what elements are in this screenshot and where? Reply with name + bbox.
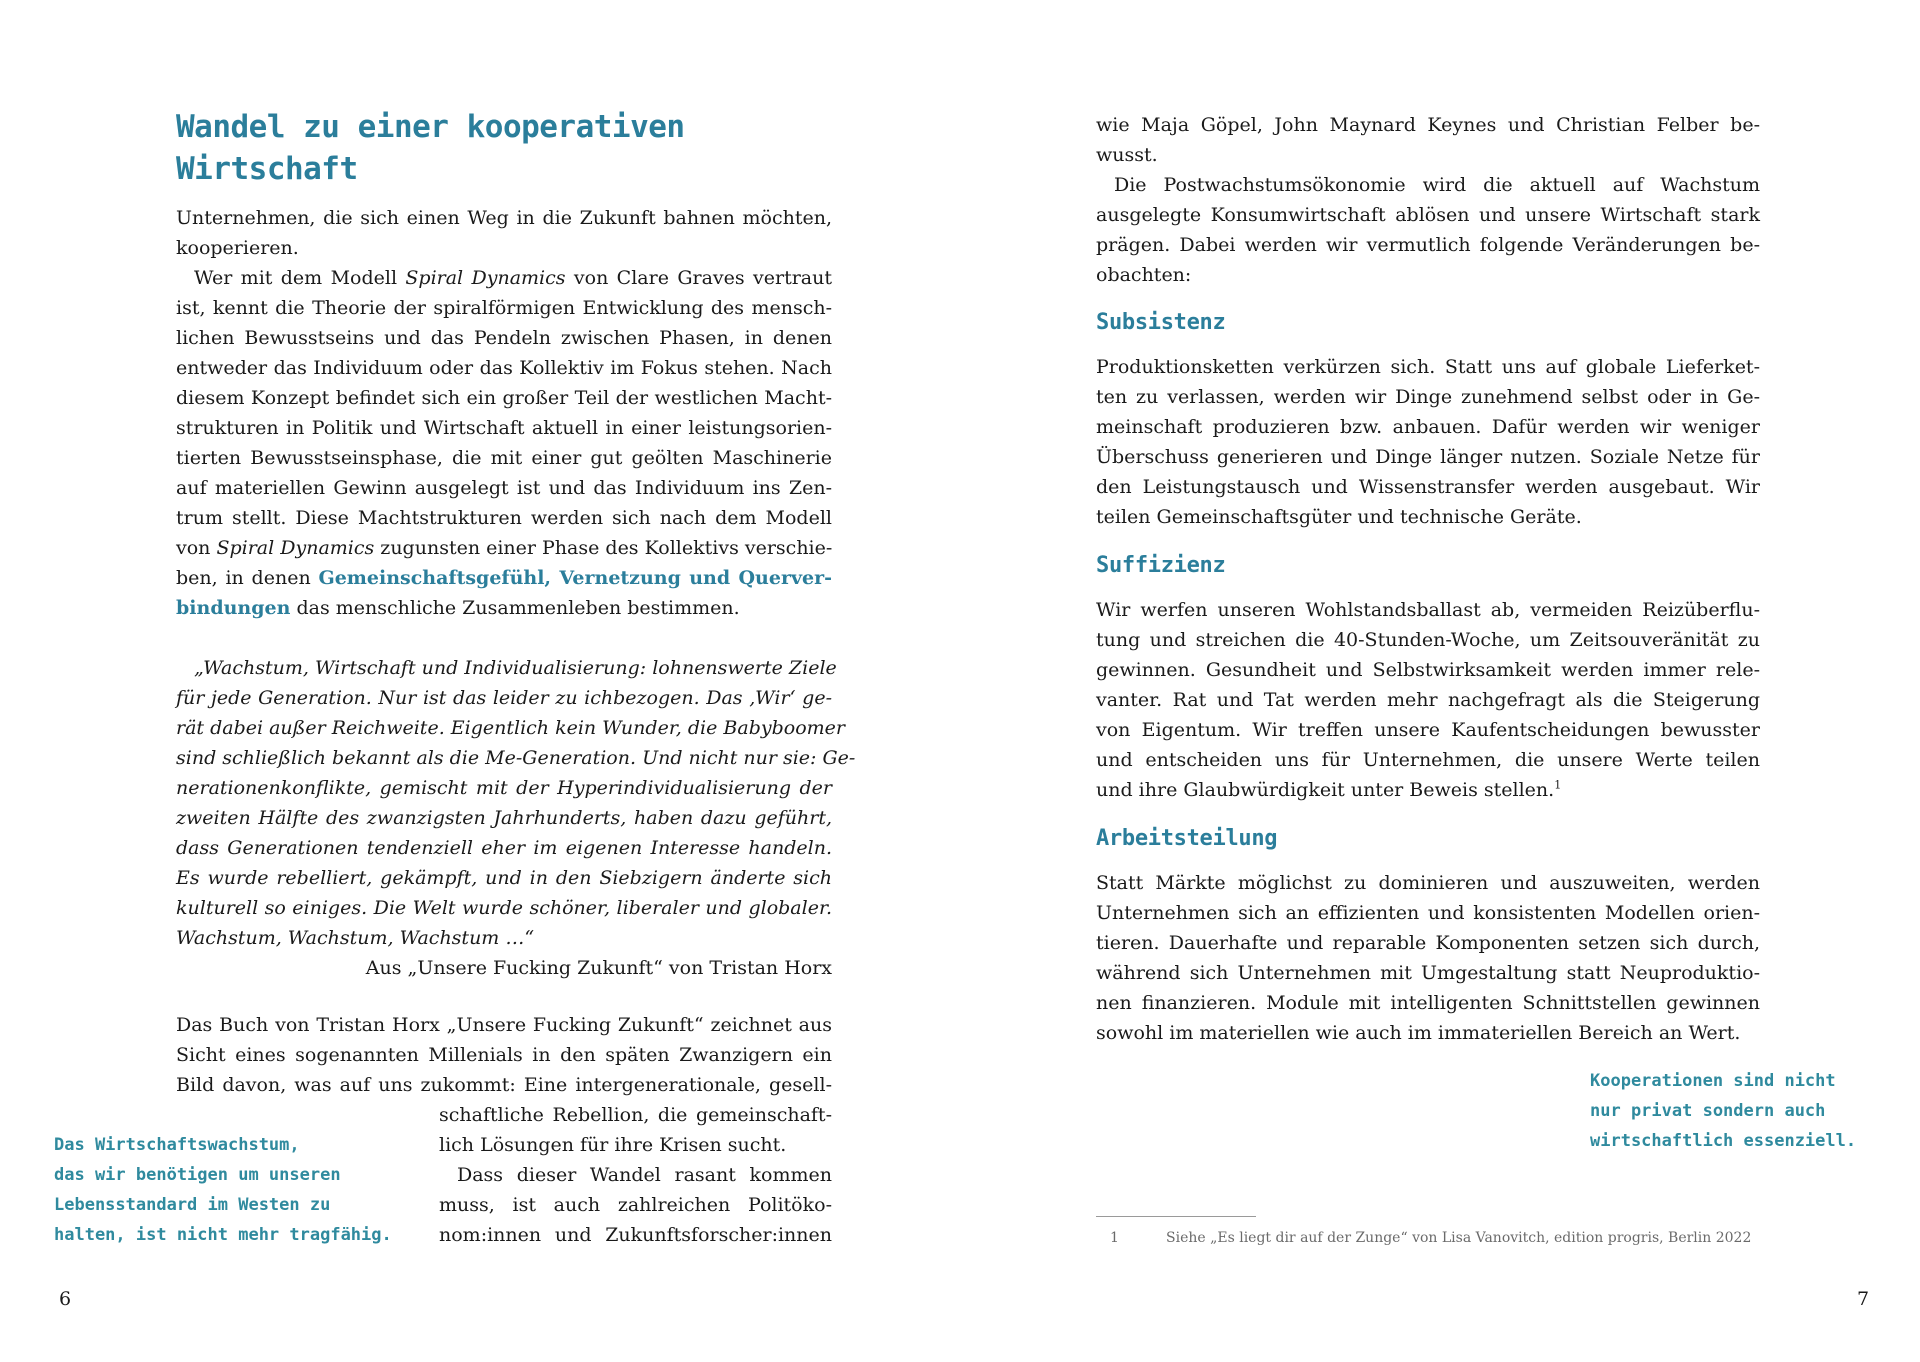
pull-quote-line: Kooperationen sind nicht <box>1590 1071 1836 1091</box>
quote-line: nerationenkonflikte, gemischt mit der Hyperindividualisierung der <box>176 777 832 799</box>
book-title-emphasis: Spiral Dynamics <box>216 537 375 559</box>
body-line: Unternehmen, die sich einen Weg in die Zukunft bahnen möchten, <box>176 207 832 229</box>
footnote-text: Siehe „Es liegt dir auf der Zunge“ von Lisa Vanovitch, edition progris, Berlin 2022 <box>1166 1230 1752 1246</box>
body-line: prägen. Dabei werden wir vermutlich folgende Veränderungen be- <box>1096 234 1760 256</box>
body-line: Produktionsketten verkürzen sich. Statt uns auf globale Lieferket- <box>1096 356 1760 378</box>
chapter-title-line: Wandel zu einer kooperativen <box>176 109 685 145</box>
quote-line: sind schließlich bekannt als die Me-Generation. Und nicht nur sie: Ge- <box>176 747 856 769</box>
body-line <box>1096 775 1760 805</box>
body-line: Unternehmen sich an effizienten und konsistenten Modellen orien- <box>1096 902 1760 924</box>
footnote-number: 1 <box>1110 1230 1119 1246</box>
body-line: wie Maja Göpel, John Maynard Keynes und Christian Felber be- <box>1096 114 1760 136</box>
pull-quote-line: Das Wirtschaftswachstum, <box>54 1135 300 1155</box>
pull-quote-line: nur privat sondern auch <box>1590 1101 1826 1121</box>
body-line: Sicht eines sogenannten Millenials in den späten Zwanzigern ein <box>176 1044 832 1066</box>
page-number-right: 7 <box>1857 1288 1870 1310</box>
body-line: von Eigentum. Wir treffen unsere Kaufentscheidungen bewusster <box>1096 719 1760 741</box>
text-run: das menschliche Zusammenleben bestimmen. <box>290 597 740 619</box>
body-line: während sich Unternehmen mit Umgestaltung statt Neuproduktio- <box>1096 962 1760 984</box>
section-heading-subsistenz: Subsistenz <box>1096 310 1226 335</box>
body-line: meinschaft produzieren bzw. anbauen. Dafür werden wir weniger <box>1096 416 1760 438</box>
quote-source: Aus „Unsere Fucking Zukunft“ von Tristan Horx <box>365 957 832 979</box>
footnote-divider <box>1096 1216 1256 1217</box>
text-run: von <box>176 537 217 559</box>
body-line <box>176 563 832 593</box>
body-line: und entscheiden uns für Unternehmen, die unsere Werte teilen <box>1096 749 1760 771</box>
body-line <box>176 533 832 563</box>
quote-line: kulturell so einiges. Die Welt wurde schöner, liberaler und globaler. <box>176 897 832 919</box>
section-body-suffizienz <box>1096 595 1760 805</box>
body-line: lichen Bewusstseins und das Pendeln zwischen Phasen, in denen <box>176 327 832 349</box>
body-line: nom:innen und Zukunftsforscher:innen <box>439 1224 832 1246</box>
quote-line: für jede Generation. Nur ist das leider zu ichbezogen. Das ‚Wir‘ ge- <box>176 687 832 709</box>
section-heading-suffizienz: Suffizienz <box>1096 553 1226 578</box>
pull-quote-line: wirtschaftlich essenziell. <box>1590 1131 1857 1151</box>
section-body-arbeitsteilung <box>1096 868 1760 1048</box>
footnote-reference[interactable]: 1 <box>1554 778 1562 792</box>
pull-quote-line: halten, ist nicht mehr tragfähig. <box>54 1225 392 1245</box>
body-line: ist, kennt die Theorie der spiralförmigen Entwicklung des mensch- <box>176 297 832 319</box>
body-line: vanter. Rat und Tat werden mehr nachgefragt als die Steigerung <box>1096 689 1760 711</box>
right-body-intro <box>1096 110 1760 290</box>
section-body-subsistenz <box>1096 352 1760 532</box>
body-line <box>176 593 832 623</box>
chapter-title-line: Wirtschaft <box>176 151 358 187</box>
pull-quote-right <box>1590 1066 1856 1156</box>
section-heading-arbeitsteilung: Arbeitsteilung <box>1096 826 1278 851</box>
body-line: gewinnen. Gesundheit und Selbstwirksamkeit werden immer rele- <box>1096 659 1760 681</box>
pull-quote-left <box>54 1130 392 1250</box>
book-title-emphasis: Spiral Dynamics <box>405 267 566 289</box>
body-line: tieren. Dauerhafte und reparable Komponenten setzen sich durch, <box>1096 932 1760 954</box>
quote-line: „Wachstum, Wirtschaft und Individualisierung: lohnenswerte Ziele <box>194 657 837 679</box>
left-body-column <box>176 203 832 623</box>
body-line: kooperieren. <box>176 237 299 259</box>
quote-line: rät dabei außer Reichweite. Eigentlich kein Wunder, die Babyboomer <box>176 717 845 739</box>
chapter-title <box>176 106 685 190</box>
text-run: ben, in denen <box>176 567 319 589</box>
body-line: trum stellt. Diese Machtstrukturen werden sich nach dem Modell <box>176 507 832 529</box>
body-line: tierten Bewusstseinsphase, die mit einer gut geölten Maschinerie <box>176 447 832 469</box>
body-line: diesem Konzept befindet sich ein großer Teil der westlichen Macht- <box>176 387 832 409</box>
text-run: von Clare Graves vertraut <box>565 267 832 289</box>
body-line: ausgelegte Konsumwirtschaft ablösen und unsere Wirtschaft stark <box>1096 204 1760 226</box>
quote-line: Wachstum, Wachstum, Wachstum …“ <box>176 927 535 949</box>
body-line: Wir werfen unseren Wohlstandsballast ab, vermeiden Reizüberflu- <box>1096 599 1760 621</box>
text-run: zugunsten einer Phase des Kollektivs verschie- <box>374 537 833 559</box>
block-quote <box>176 653 856 983</box>
page-number-left: 6 <box>59 1288 72 1310</box>
body-line: muss, ist auch zahlreichen Politöko- <box>439 1194 832 1216</box>
highlighted-text: bindungen <box>176 597 291 619</box>
body-line <box>176 263 832 293</box>
body-line: entweder das Individuum oder das Kollektiv im Fokus stehen. Nach <box>176 357 832 379</box>
highlighted-text: Gemeinschaftsgefühl, Vernetzung und Querver- <box>318 567 832 589</box>
body-line: nen finanzieren. Module mit intelligenten Schnittstellen gewinnen <box>1096 992 1760 1014</box>
quote-line: dass Generationen tendenziell eher im eigenen Interesse handeln. <box>176 837 832 859</box>
text-run: und ihre Glaubwürdigkeit unter Beweis stellen. <box>1096 779 1555 801</box>
body-line: tung und streichen die 40-Stunden-Woche, um Zeitsouveränität zu <box>1096 629 1760 651</box>
narrow-body-column <box>439 1100 832 1250</box>
body-line: Das Buch von Tristan Horx „Unsere Fucking Zukunft“ zeichnet aus <box>176 1014 832 1036</box>
body-line: lich Lösungen für ihre Krisen sucht. <box>439 1134 787 1156</box>
body-line: Bild davon, was auf uns zukommt: Eine intergenerationale, gesell- <box>176 1074 832 1096</box>
body-line: obachten: <box>1096 264 1192 286</box>
body-line: teilen Gemeinschaftsgüter und technische Geräte. <box>1096 506 1582 528</box>
body-line: Dass dieser Wandel rasant kommen <box>457 1164 832 1186</box>
body-line: strukturen in Politik und Wirtschaft aktuell in einer leistungsorien- <box>176 417 832 439</box>
body-line: den Leistungstausch und Wissenstransfer werden ausgebaut. Wir <box>1096 476 1760 498</box>
pull-quote-line: das wir benötigen um unseren <box>54 1165 341 1185</box>
quote-line: zweiten Hälfte des zwanzigsten Jahrhunderts, haben dazu geführt, <box>176 807 832 829</box>
body-line: Die Postwachstumsökonomie wird die aktuell auf Wachstum <box>1114 174 1760 196</box>
pull-quote-line: Lebensstandard im Westen zu <box>54 1195 331 1215</box>
body-line: schaftliche Rebellion, die gemeinschaft- <box>439 1104 832 1126</box>
body-line: sowohl im materiellen wie auch im immateriellen Bereich an Wert. <box>1096 1022 1741 1044</box>
body-line: Statt Märkte möglichst zu dominieren und auszuweiten, werden <box>1096 872 1760 894</box>
footnote <box>1096 1228 1751 1248</box>
left-body-column-2 <box>176 1010 832 1100</box>
body-line: auf materiellen Gewinn ausgelegt ist und das Individuum ins Zen- <box>176 477 832 499</box>
quote-line: Es wurde rebelliert, gekämpft, und in den Siebzigern änderte sich <box>176 867 832 889</box>
body-line: Überschuss generieren und Dinge länger nutzen. Soziale Netze für <box>1096 446 1760 468</box>
right-page <box>960 0 1920 1362</box>
text-run: Wer mit dem Modell <box>194 267 406 289</box>
body-line: wusst. <box>1096 144 1158 166</box>
body-line: ten zu verlassen, werden wir Dinge zunehmend selbst oder in Ge- <box>1096 386 1760 408</box>
